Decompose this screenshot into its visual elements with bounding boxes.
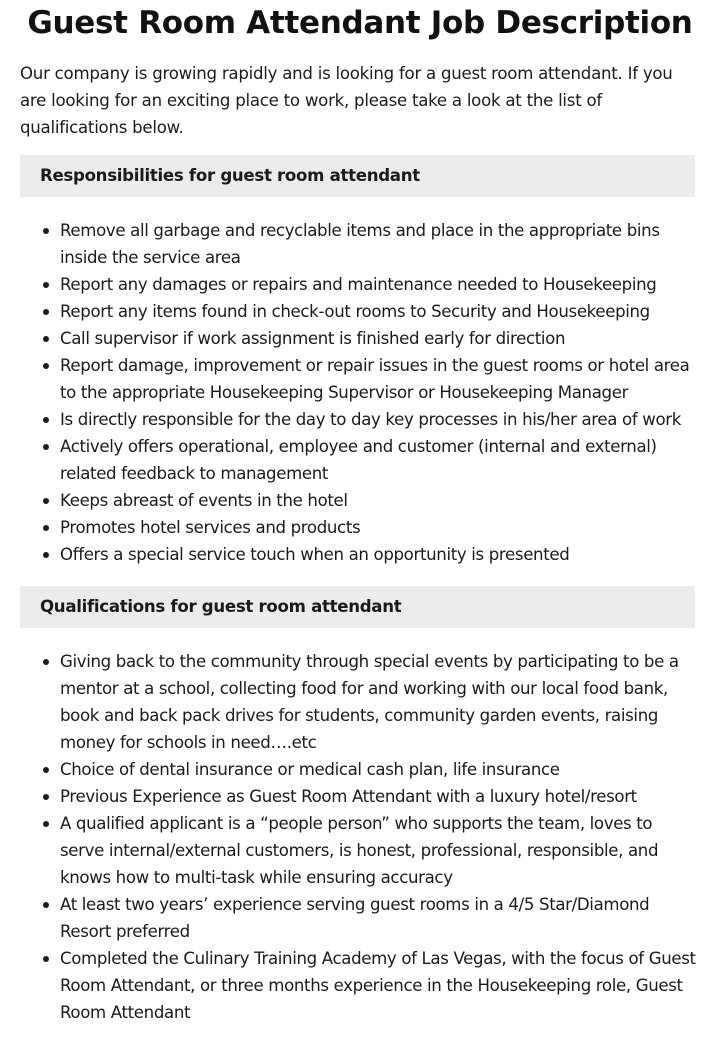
list-item: Actively offers operational, employee and customer (internal and external) related feedback to management bbox=[60, 433, 700, 487]
list-item: Choice of dental insurance or medical cash plan, life insurance bbox=[60, 756, 700, 783]
qualifications-list bbox=[20, 648, 720, 1026]
responsibilities-list bbox=[20, 217, 720, 568]
list-item: Report any damages or repairs and maintenance needed to Housekeeping bbox=[60, 271, 700, 298]
list-item: Remove all garbage and recyclable items and place in the appropriate bins inside the service area bbox=[60, 217, 700, 271]
qualifications-heading: Qualifications for guest room attendant bbox=[20, 586, 695, 628]
list-item: Completed the Culinary Training Academy of Las Vegas, with the focus of Guest Room Attendant, or three months experience in the Housekeeping role, Guest Room Attendant bbox=[60, 945, 700, 1026]
list-item: Previous Experience as Guest Room Attendant with a luxury hotel/resort bbox=[60, 783, 700, 810]
list-item: Call supervisor if work assignment is finished early for direction bbox=[60, 325, 700, 352]
list-item: Report any items found in check-out rooms to Security and Housekeeping bbox=[60, 298, 700, 325]
page-title: Guest Room Attendant Job Description bbox=[27, 5, 693, 41]
list-item: Report damage, improvement or repair issues in the guest rooms or hotel area to the appropriate Housekeeping Supervisor or Housekeeping Manager bbox=[60, 352, 700, 406]
responsibilities-heading: Responsibilities for guest room attendant bbox=[20, 155, 695, 197]
list-item: Offers a special service touch when an opportunity is presented bbox=[60, 541, 700, 568]
list-item: Is directly responsible for the day to day key processes in his/her area of work bbox=[60, 406, 700, 433]
list-item: A qualified applicant is a “people person” who supports the team, loves to serve internal/external customers, is honest, professional, responsible, and knows how to multi-task while ensuring accuracy bbox=[60, 810, 700, 891]
list-item: Promotes hotel services and products bbox=[60, 514, 700, 541]
intro-paragraph: Our company is growing rapidly and is looking for a guest room attendant. If you are looking for an exciting place to work, please take a look at the list of qualifications below. bbox=[20, 64, 673, 137]
list-item: Giving back to the community through special events by participating to be a mentor at a school, collecting food for and working with our local food bank, book and back pack drives for students, community garden events, raising money for schools in need….etc bbox=[60, 648, 700, 756]
list-item: Keeps abreast of events in the hotel bbox=[60, 487, 700, 514]
list-item: At least two years’ experience serving guest rooms in a 4/5 Star/Diamond Resort preferred bbox=[60, 891, 700, 945]
